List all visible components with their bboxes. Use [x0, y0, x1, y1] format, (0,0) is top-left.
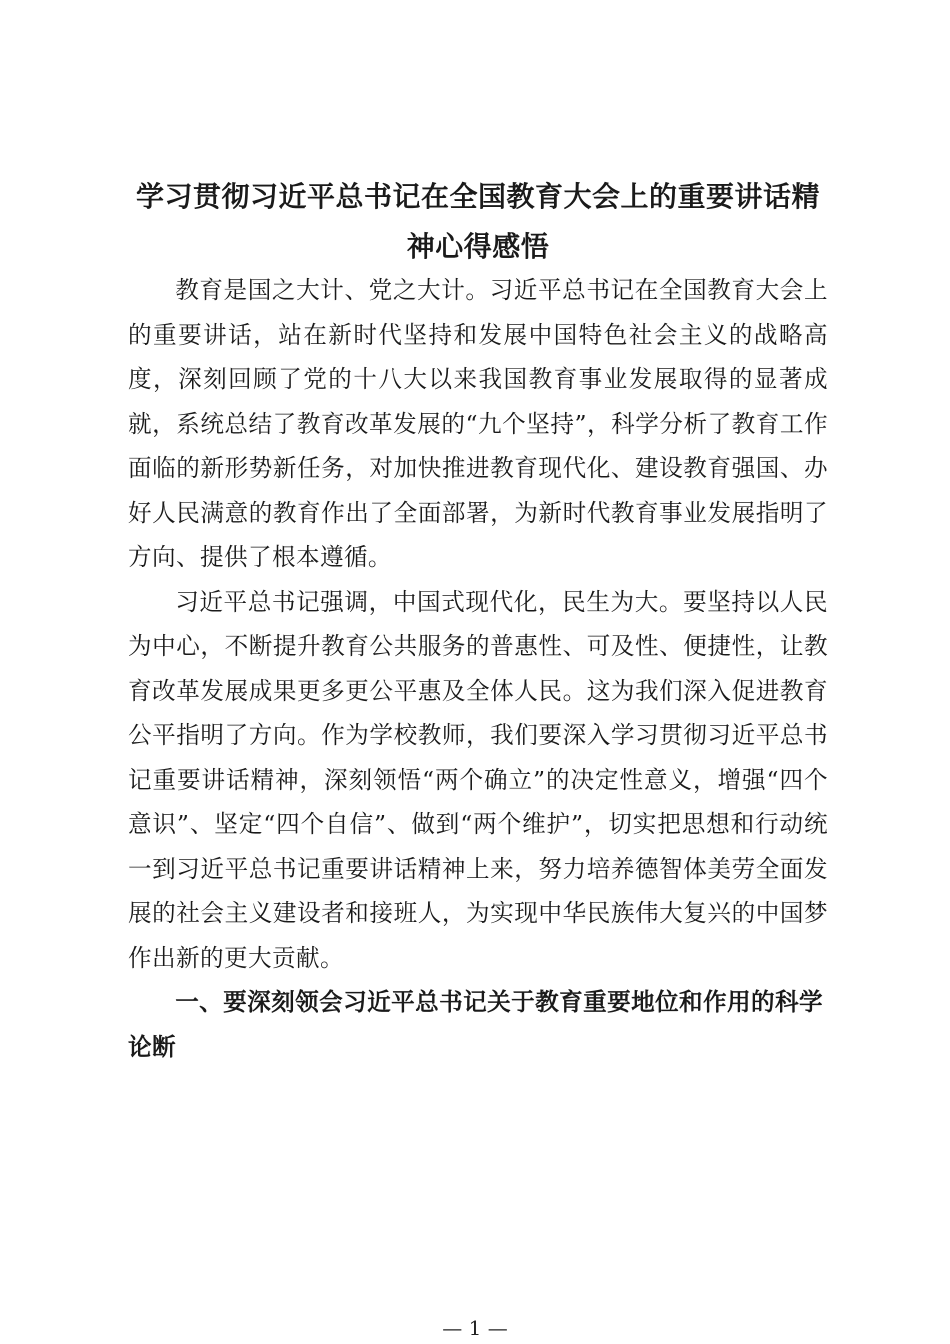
section-heading: 一、要深刻领会习近平总书记关于教育重要地位和作用的科学论断: [128, 988, 824, 1061]
document-title: 学习贯彻习近平总书记在全国教育大会上的重要讲话精神心得感悟: [135, 180, 820, 263]
paragraph-emphasis: 习近平总书记强调，中国式现代化，民生为大。要坚持以人民为中心，不断提升教育公共服务的普惠性、可及性、便捷性，让教育改革发展成果更多更公平惠及全体人民。这为我们深入促进教育公平指明了方向。作为学校教师，我们要深入学习贯彻习近平总书记重要讲话精神，深刻领悟“两个确立”的决定性意义，增强“四个意识”、坚定“四个自信”、做到“两个维护”，切实把思想和行动统一到习近平总书记重要讲话精神上来，努力培养德智体美劳全面发展的社会主义建设者和接班人，为实现中华民族伟大复兴的中国梦作出新的更大贡献。: [128, 587, 828, 972]
page-number: — 1 —: [442, 1316, 508, 1340]
paragraph-intro: 教育是国之大计、党之大计。习近平总书记在全国教育大会上的重要讲话，站在新时代坚持和发展中国特色社会主义的战略高度，深刻回顾了党的十八大以来我国教育事业发展取得的显著成就，系统总结了教育改革发展的“九个坚持”，科学分析了教育工作面临的新形势新任务，对加快推进教育现代化、建设教育强国、办好人民满意的教育作出了全面部署，为新时代教育事业发展指明了方向、提供了根本遵循。: [128, 276, 828, 571]
document-body: [128, 172, 828, 1069]
